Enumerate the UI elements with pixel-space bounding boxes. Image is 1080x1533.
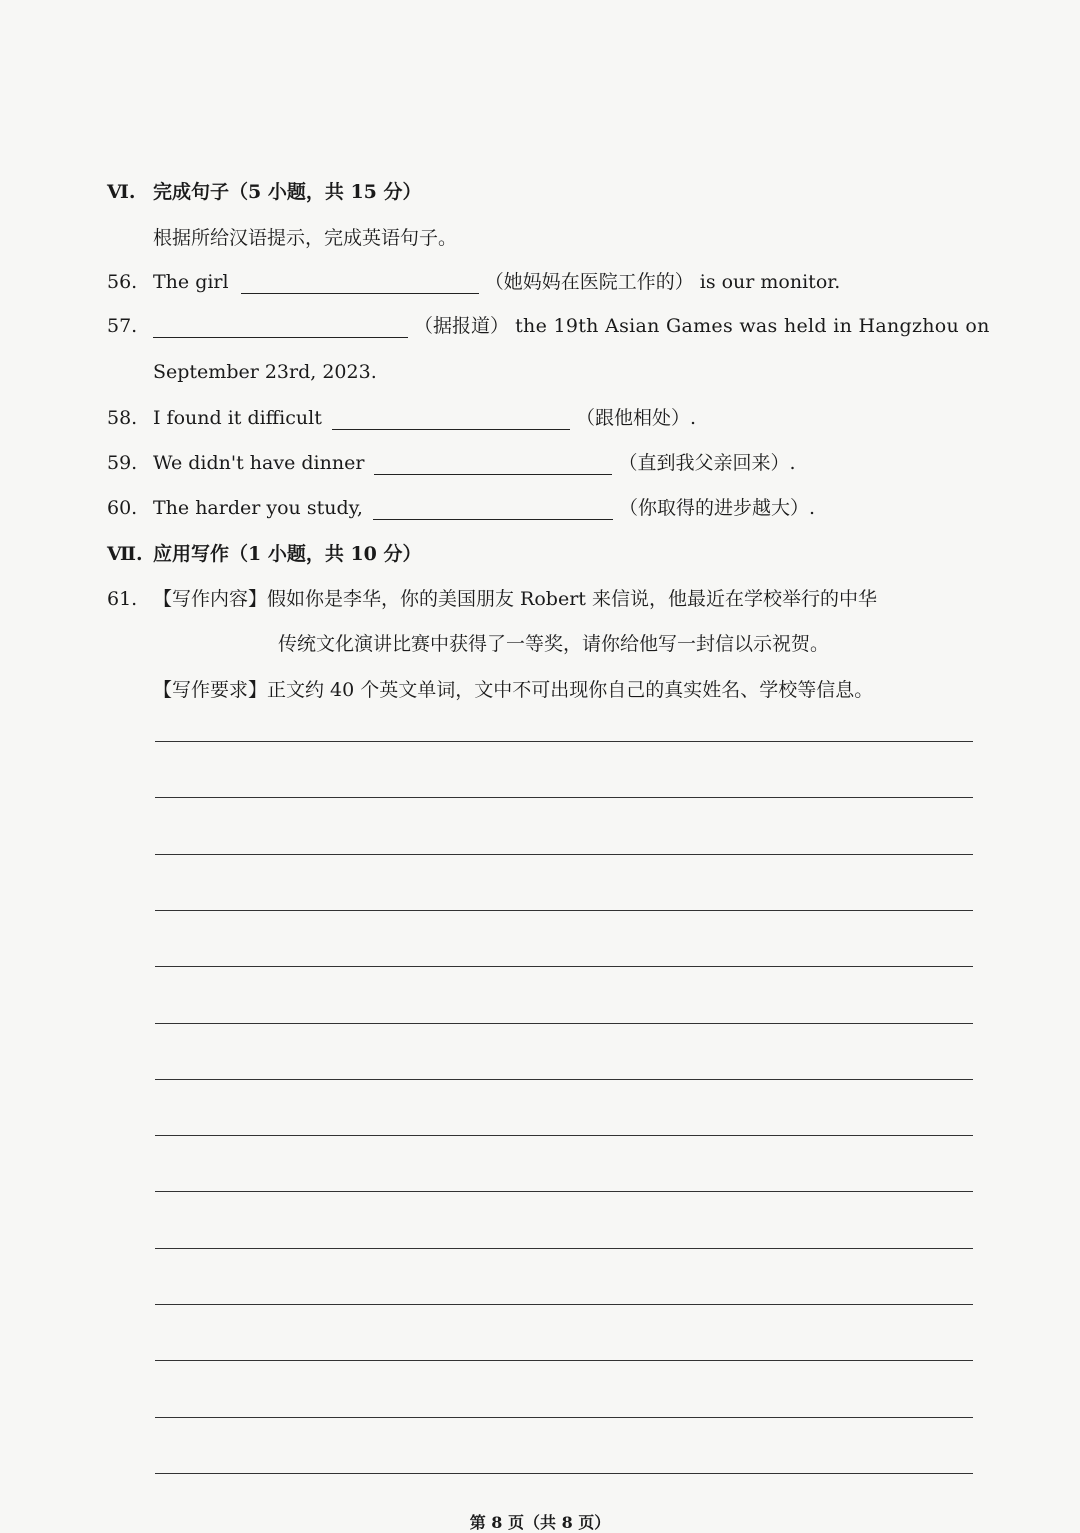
content-label: 【写作内容】: [153, 588, 268, 610]
writing-line[interactable]: [155, 1079, 973, 1080]
question-number: 60.: [107, 497, 138, 519]
chinese-hint: （直到我父亲回来）.: [618, 452, 796, 474]
writing-line[interactable]: [155, 1023, 973, 1024]
question-text-before: I found it difficult: [153, 407, 322, 429]
writing-line[interactable]: [155, 910, 973, 911]
question-61: [107, 585, 877, 613]
answer-blank[interactable]: [374, 452, 612, 475]
writing-line[interactable]: [155, 741, 973, 742]
question-57-continuation: September 23rd, 2023.: [153, 361, 377, 383]
question-number: 56.: [107, 271, 138, 293]
question-number: 61.: [107, 588, 138, 610]
question-number: 57.: [107, 315, 138, 337]
writing-line[interactable]: [155, 966, 973, 967]
question-text-after: is our monitor.: [699, 271, 841, 293]
section-7-heading: [107, 540, 422, 568]
requirement-label: 【写作要求】: [153, 679, 268, 701]
writing-line[interactable]: [155, 854, 973, 855]
question-text-after: the 19th Asian Games was held in Hangzhou on: [515, 315, 990, 337]
question-number: 59.: [107, 452, 138, 474]
question-text-before: We didn't have dinner: [153, 452, 365, 474]
answer-blank[interactable]: [241, 271, 479, 294]
chinese-hint: （跟他相处）.: [575, 407, 696, 429]
writing-line[interactable]: [155, 1191, 973, 1192]
question-60: [107, 494, 815, 522]
section-6-numeral: Ⅵ.: [107, 181, 136, 203]
question-text-before: The harder you study,: [153, 497, 363, 519]
section-7-numeral: Ⅶ.: [107, 543, 143, 565]
writing-line[interactable]: [155, 1248, 973, 1249]
section-6-heading: [107, 178, 422, 206]
chinese-hint: （你取得的进步越大）.: [618, 497, 815, 519]
section-6-instruction: 根据所给汉语提示，完成英语句子。: [153, 227, 458, 249]
section-7-title: 应用写作（1 小题，共 10 分）: [153, 543, 422, 565]
question-58: [107, 404, 696, 432]
writing-line[interactable]: [155, 1473, 973, 1474]
writing-line[interactable]: [155, 1304, 973, 1305]
section-6-title: 完成句子（5 小题，共 15 分）: [153, 181, 422, 203]
writing-line[interactable]: [155, 797, 973, 798]
chinese-hint: （据报道）: [414, 315, 510, 337]
question-number: 58.: [107, 407, 138, 429]
question-57: [107, 312, 990, 340]
answer-blank[interactable]: [153, 315, 408, 338]
content-text-line-1: 假如你是李华，你的美国朋友 Robert 来信说，他最近在学校举行的中华: [267, 588, 877, 610]
page-footer: 第 8 页（共 8 页）: [469, 1513, 611, 1532]
requirement-text: 正文约 40 个英文单词，文中不可出现你自己的真实姓名、学校等信息。: [267, 679, 874, 701]
question-59: [107, 449, 796, 477]
writing-line[interactable]: [155, 1360, 973, 1361]
answer-blank[interactable]: [373, 497, 613, 520]
question-56: [107, 268, 840, 296]
question-text-before: The girl: [153, 271, 229, 293]
writing-requirement: [153, 676, 873, 704]
chinese-hint: （她妈妈在医院工作的）: [484, 271, 694, 293]
writing-line[interactable]: [155, 1417, 973, 1418]
writing-line[interactable]: [155, 1135, 973, 1136]
content-text-line-2: 传统文化演讲比赛中获得了一等奖，请你给他写一封信以示祝贺。: [278, 633, 830, 655]
answer-blank[interactable]: [332, 407, 570, 430]
